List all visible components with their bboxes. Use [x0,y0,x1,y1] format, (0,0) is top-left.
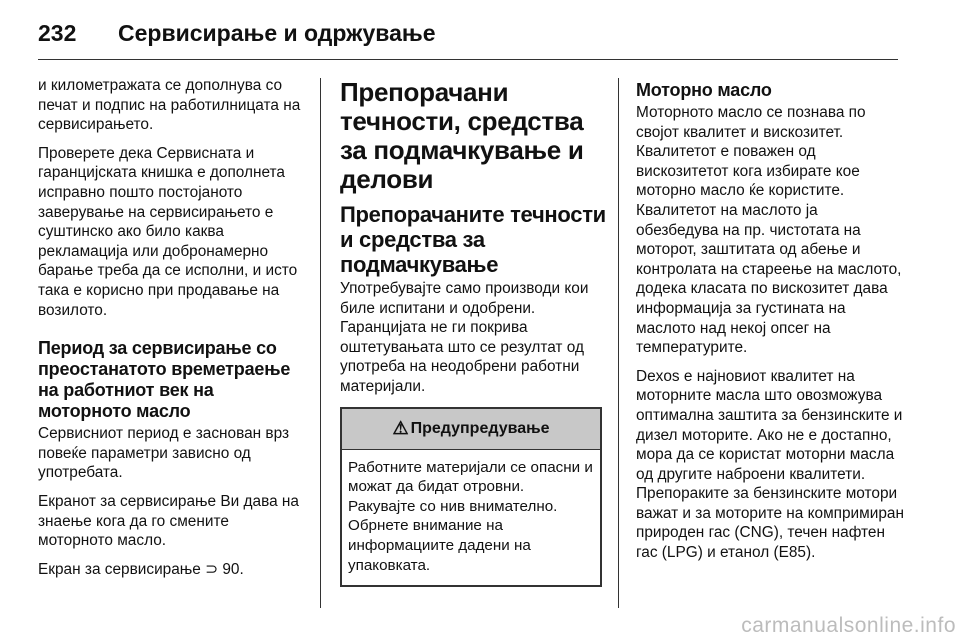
paragraph-mileage: и километражата се дополнува со печат и подпис на работилницата на сервисирањето. [38,77,301,134]
column-1 [38,76,306,588]
page-header [38,8,918,60]
reference-text: Екран за сервисирање [38,560,206,578]
warning-box [340,407,602,588]
warning-body: Работните материјали се опасни и можат да бидат отровни. Ракувајте со нив внимателно. Обрнете внимание на информациите дадени на упаковката. [348,458,593,574]
page-reference-arrow-icon: ⊃ [205,560,219,578]
section-heading-fluids: Препорачаните течности и средства за подмачкување [340,202,606,277]
header-divider [38,59,898,60]
warning-triangle-icon: ⚠ [392,417,409,438]
watermark: carmanualsonline.info [741,614,956,637]
running-title: Сервисирање и одржување [118,20,436,46]
paragraph-oil-quality: Моторното масло се познава по својот квалитет и вискозитет. Квалитетот е поважен од вискозитетот кога избирате кое моторно масло ќе користите. Квалитетот на маслото ја обезбедува на пр. чистотата на моторот, заштитата од абење и контролата на стареење на маслото, додека класата по вискозитет дава информација за густината на маслото над некој опсег на температурите. [636,104,902,357]
warning-header [342,409,600,450]
column-3 [636,76,904,572]
section-heading-engine-oil: Моторно масло [636,80,772,100]
paragraph-service-period: Сервисниот период е заснован врз повеќе параметри зависно од употребата. [38,425,290,482]
column-divider-2 [618,78,619,608]
column-2 [340,76,608,587]
paragraph-approved-products: Употребувајте само производи кои биле испитани и одобрени. Гаранцијата не ги покрива оштетувањата што се резултат од употреба на неодобрени работни материјали. [340,280,589,395]
section-heading-service-interval: Период за сервисирање со преостанатото времетраење на работниот век на моторното масло [38,338,291,422]
paragraph-service-screen-ref [38,560,306,580]
paragraph-service-display: Екранот за сервисирање Ви дава на знаење кога да го смените моторното масло. [38,492,299,550]
chapter-heading: Препорачани течности, средства за подмачкување и делови [340,77,584,194]
column-divider-1 [320,78,321,608]
paragraph-dexos: Dexos е најновиот квалитет на моторните масла што овозможува оптимална заштита за бензинските и дизел моторите. Ако не е достапно, мора да се користат моторни масла од другите наброени квалитети. Препораките за бензинските мотори важат и за моторите на компримиран природен гас (CNG), течен нафтен гас (LPG) и етанол (E85). [636,367,904,562]
reference-page-link[interactable]: 90. [218,560,244,578]
paragraph-service-book: Проверете дека Сервисната и гаранцијската книшка е дополнета исправно пошто постојаното заверување на сервисирањето е суштинско ако било каква рекламација или добронамерно барање треба да се исполни, и исто така е корисно при продавање на возилото. [38,144,298,319]
page-number: 232 [38,20,77,46]
warning-title: Предупредување [410,419,550,437]
